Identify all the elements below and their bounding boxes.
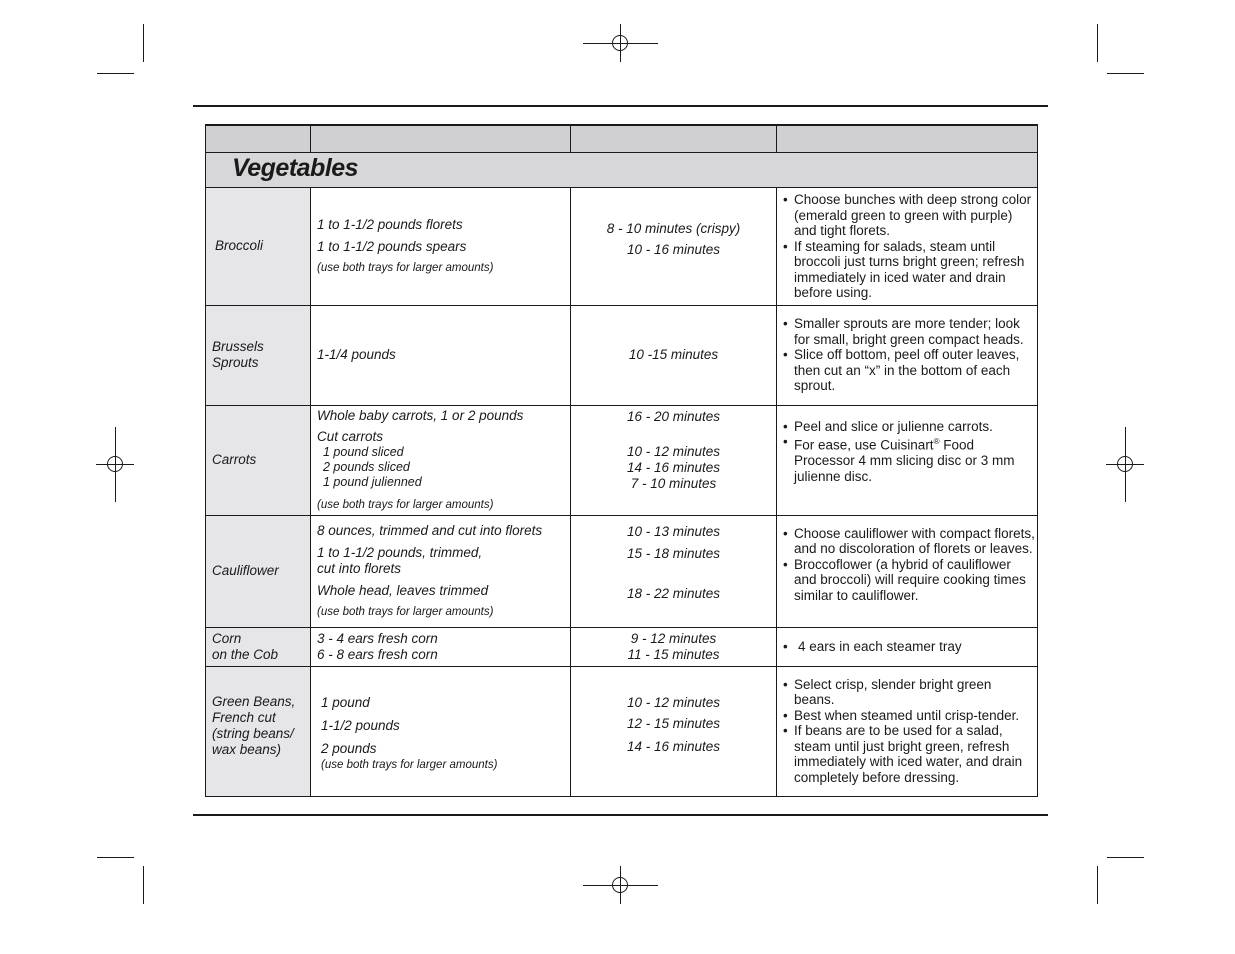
time-cell: 10 - 13 minutes 15 - 18 minutes 18 - 22 minutes [571,515,777,627]
crop-mark [97,857,134,858]
time-cell: 9 - 12 minutes 11 - 15 minutes [571,627,777,666]
vegetable-name: Carrots [206,405,311,515]
crop-mark [143,24,144,62]
vegetable-name: Cauliflower [206,515,311,627]
top-rule [193,105,1048,107]
tips-cell [777,666,1038,796]
tip-item: • Slice off bottom, peel off outer leaves, then cut an “x” in the bottom of each sprout. [783,347,1035,394]
time-cell: 10 - 12 minutes 12 - 15 minutes 14 - 16 minutes [571,666,777,796]
table-row [206,515,1038,627]
tip-item: • Choose cauliflower with compact florets, and no discoloration of florets or leaves. [783,526,1035,557]
registration-circle [612,877,628,893]
table-header-row [206,125,1038,153]
amount-cell: 1 to 1-1/2 pounds florets 1 to 1-1/2 pounds spears (use both trays for larger amounts) [311,188,571,306]
registration-circle [1117,456,1133,472]
header-cell [571,125,777,153]
vegetable-steaming-table [205,124,1038,797]
tip-item: • If beans are to be used for a salad, steam until just bright green, refresh immediately with iced water, and drain completely before dressing. [783,723,1035,785]
tip-item: • Best when steamed until crisp-tender. [783,708,1035,724]
registration-circle [612,35,628,51]
table-row [206,305,1038,405]
tips-cell [777,515,1038,627]
table-row [206,405,1038,515]
time-cell: 8 - 10 minutes (crispy) 10 - 16 minutes [571,188,777,306]
tip-item: • Select crisp, slender bright green beans. [783,677,1035,708]
header-cell [206,125,311,153]
vegetable-name: Corn on the Cob [206,627,311,666]
registration-circle [107,456,123,472]
amount-cell: 1-1/4 pounds [311,305,571,405]
tip-item: • Smaller sprouts are more tender; look for small, bright green compact heads. [783,316,1035,347]
crop-mark [1097,866,1098,904]
amount-cell: 1 pound 1-1/2 pounds 2 pounds (use both trays for larger amounts) [311,666,571,796]
amount-cell: 3 - 4 ears fresh corn 6 - 8 ears fresh corn [311,627,571,666]
tip-item: • Peel and slice or julienne carrots. [783,419,1035,435]
time-cell: 16 - 20 minutes 10 - 12 minutes 14 - 16 minutes 7 - 10 minutes [571,405,777,515]
time-cell: 10 -15 minutes [571,305,777,405]
tip-item: • If steaming for salads, steam until broccoli just turns bright green; refresh immediately in iced water and drain before using. [783,239,1035,301]
tip-item: • For ease, use Cuisinart® Food Processor 4 mm slicing disc or 3 mm julienne disc. [783,434,1035,484]
header-cell [777,125,1038,153]
tips-cell [777,627,1038,666]
tips-cell [777,188,1038,306]
registered-mark: ® [933,437,940,446]
tips-cell [777,305,1038,405]
tip-item: • 4 ears in each steamer tray [783,639,1035,655]
tips-cell [777,405,1038,515]
amount-cell: 8 ounces, trimmed and cut into florets 1 to 1-1/2 pounds, trimmed, cut into florets Whole head, leaves trimmed (use both trays for larger amounts) [311,515,571,627]
table-row [206,666,1038,796]
section-title: Vegetables [232,154,359,182]
table-row [206,188,1038,306]
crop-mark [1107,857,1144,858]
table-row [206,627,1038,666]
crop-mark [1107,73,1144,74]
bottom-rule [193,814,1048,816]
crop-mark [1097,24,1098,62]
amount-cell: Whole baby carrots, 1 or 2 pounds Cut carrots 1 pound sliced 2 pounds sliced 1 pound julienned (use both trays for larger amounts) [311,405,571,515]
crop-mark [143,866,144,904]
header-cell [311,125,571,153]
vegetable-name: Broccoli [206,188,311,306]
crop-mark [97,73,134,74]
tip-item: • Broccoflower (a hybrid of cauliflower and broccoli) will require cooking times similar to cauliflower. [783,557,1035,604]
vegetable-name: Green Beans, French cut (string beans/ wax beans) [206,666,311,796]
section-row [206,153,1038,188]
vegetable-name: Brussels Sprouts [206,305,311,405]
tip-item: • Choose bunches with deep strong color (emerald green to green with purple) and tight florets. [783,192,1035,239]
